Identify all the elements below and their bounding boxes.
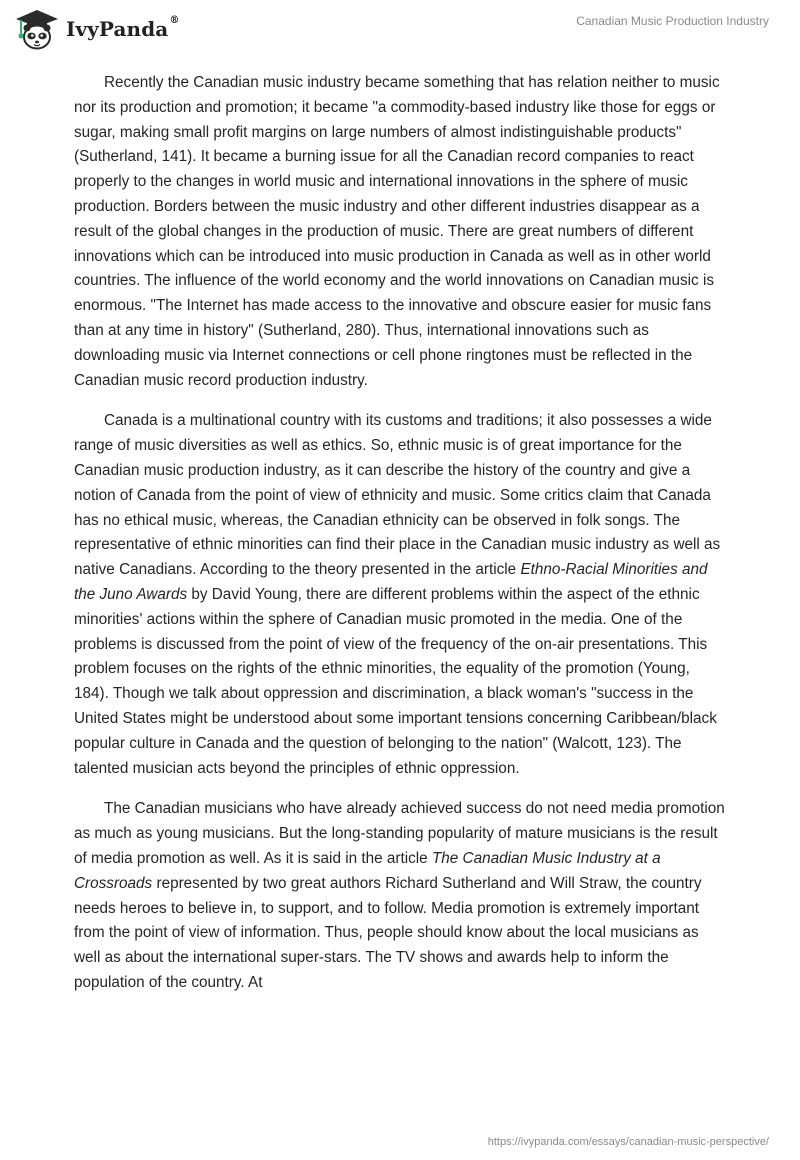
article-title-ethno-racial: Ethno-Racial Minorities and the Juno Awards	[74, 561, 708, 603]
paragraph-3	[74, 797, 726, 995]
paragraph-3-text-b: represented by two great authors Richard Sutherland and Will Straw, the country needs heroes to believe in, to support, and to follow. Media promotion is extremely important from the point of view of information. Thus, people should know about the local musicians as well as about the international super-stars. The TV shows and awards help to inform the population of the country. At	[74, 874, 702, 991]
paragraph-2-text-a: Canada is a multinational country with its customs and traditions; it also possesses a wide range of music diversities as well as ethics. So, ethnic music is of great importance for the Canadian music production industry, as it can describe the history of the country and give a notion of Canada from the point of view of ethnicity and music. Some critics claim that Canada has no ethical music, whereas, the Canadian ethnicity can be observed in folk songs. The representative of ethnic minorities can find their place in the Canadian music industry as well as native Canadians. According to the theory presented in the article	[74, 412, 721, 579]
document-title: Canadian Music Production Industry	[576, 14, 769, 28]
paragraph-1: Recently the Canadian music industry became something that has relation neither to music nor its production and promotion; it became "a commodity-based industry like those for eggs or sugar, making small profit margins on large numbers of almost indistinguishable products" (Sutherland, 141). It became a burning issue for all the Canadian record companies to react properly to the changes in world music and international innovations in the sphere of music production. Borders between the music industry and other different industries disappear as a result of the global changes in the production of music. There are great numbers of different innovations which can be introduced into music production in Canada as well as in other world countries. The influence of the world economy and the world innovations on Canadian music is enormous. "The Internet has made access to the innovative and obscure easier for music fans than at any time in history" (Sutherland, 280). Thus, international innovations such as downloading music via Internet connections or cell phone ringtones must be reflected in the Canadian music record production industry.	[74, 74, 720, 389]
registered-mark: ®	[169, 15, 180, 26]
paragraph-2-text-b: by David Young, there are different problems within the aspect of the ethnic minorities' actions within the sphere of Canadian music promoted in the media. One of the problems is discussed from the point of view of the frequency of the on-air presentations. This problem focuses on the rights of the ethnic minorities, the equality of the promotion (Young, 184). Though we talk about oppression and discrimination, a black woman's "success in the United States might be understood about some important tensions concerning Caribbean/black popular culture in Canada and the question of belonging to the nation" (Walcott, 123). The talented musician acts beyond the principles of ethnic oppression.	[74, 585, 717, 777]
ivypanda-logo[interactable]	[14, 8, 179, 52]
page-header	[0, 0, 800, 60]
article-title-crossroads: The Canadian Music Industry at a Crossroads	[74, 849, 661, 892]
source-url[interactable]: https://ivypanda.com/essays/canadian-music-perspective/	[487, 1136, 769, 1148]
essay-body	[74, 71, 726, 996]
paragraph-3-text-a: The Canadian musicians who have already achieved success do not need media promotion as much as young musicians. But the long-standing popularity of mature musicians is the result of media promotion as well. As it is said in the article	[74, 800, 725, 867]
paragraph-2	[74, 409, 726, 781]
brand-name: IvyPanda®	[66, 15, 180, 41]
panda-graduation-cap-icon	[14, 8, 60, 52]
